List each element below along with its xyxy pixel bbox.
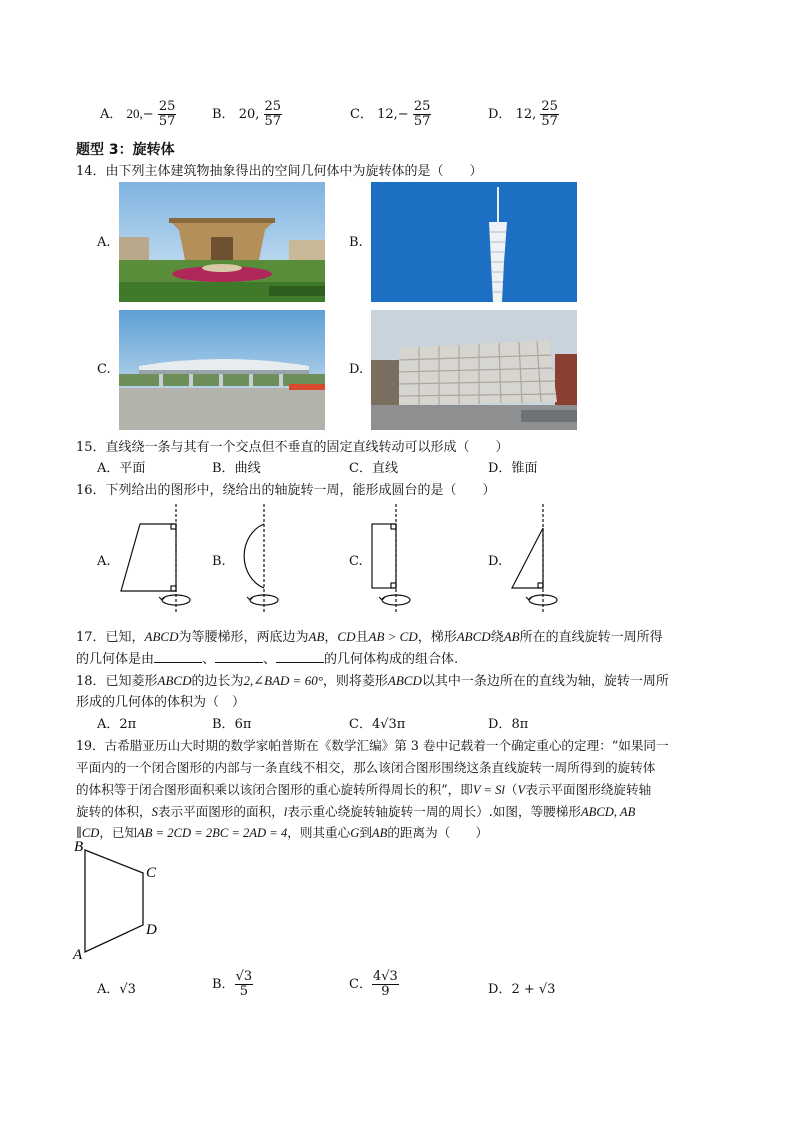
math-abcd: ABCD xyxy=(456,629,491,644)
section-title: 题型 3：旋转体 xyxy=(76,142,175,158)
answer-blank-1[interactable] xyxy=(154,650,202,663)
math-given: AB = 2CD = 2BC = 2AD = 4 xyxy=(137,826,288,840)
vertex-label-b: B xyxy=(74,839,84,855)
option-label: B． xyxy=(212,717,235,732)
q15-option-a[interactable] xyxy=(97,457,145,476)
option-label: A． xyxy=(97,717,120,732)
text: 18．已知菱形 xyxy=(76,674,158,689)
math-ab: AB xyxy=(503,629,520,644)
text: 的几何体构成的组合体. xyxy=(324,652,459,667)
denominator: 57 xyxy=(158,114,176,129)
math-ab: AB xyxy=(371,826,388,840)
denominator: 57 xyxy=(413,114,431,129)
q19-line1: 19．古希腊亚历山大时期的数学家帕普斯在《数学汇编》第 3 卷中记载着一个确定重心的定理：“如果同一 xyxy=(76,738,669,753)
q15-option-b[interactable] xyxy=(212,457,261,476)
q18-option-c[interactable] xyxy=(349,713,405,732)
q18-option-b[interactable] xyxy=(212,713,251,732)
minus-sign: − xyxy=(142,107,154,122)
option-label: A． xyxy=(97,461,120,476)
text: 的体积等于闭合图形面积乘以该闭合图形的重心旋转所得周长的积”，即 xyxy=(76,782,473,797)
q14-label-b: B. xyxy=(349,235,363,250)
text: 17．已知， xyxy=(76,630,145,645)
option-label: C． xyxy=(349,977,372,992)
q16-stem: 16．下列给出的图形中，绕给出的轴旋转一周，能形成圆台的是（ ） xyxy=(76,483,496,498)
vertex-label-c: C xyxy=(146,865,157,881)
text: 且 xyxy=(355,630,369,645)
text: 旋转的体积， xyxy=(76,804,152,819)
denominator: 5 xyxy=(239,984,248,999)
text: 、 xyxy=(263,652,277,667)
figure-b-semicircle[interactable] xyxy=(244,504,278,612)
option-label: C． xyxy=(349,461,372,476)
minus-sign: − xyxy=(397,107,409,122)
text: 以其中一条边所在的直线为轴，旋转一周所 xyxy=(421,674,669,689)
text: 表示平面图形绕旋转轴 xyxy=(525,782,652,797)
text: 的几何体是由 xyxy=(76,652,155,667)
q19-option-b[interactable] xyxy=(212,970,253,999)
text: （ xyxy=(504,782,518,797)
library-photo[interactable] xyxy=(371,310,577,430)
math-cd: CD xyxy=(81,826,100,840)
q16-label-b: B. xyxy=(212,554,226,569)
text: 绕 xyxy=(490,630,504,645)
q15-option-d[interactable] xyxy=(488,457,537,476)
text: 为等腰梯形，两底边为 xyxy=(178,630,309,645)
q16-label-d: D. xyxy=(488,554,503,569)
denominator: 57 xyxy=(541,114,558,129)
q19-option-a[interactable] xyxy=(97,978,136,997)
option-label: C． xyxy=(350,107,373,122)
q14-label-a: A. xyxy=(97,235,111,250)
option-label: C． xyxy=(349,717,372,732)
option-label: B． xyxy=(212,461,235,476)
text: 表示重心绕旋转轴旋转一周的周长）.如图，等腰梯形 xyxy=(287,804,581,819)
option-label: D． xyxy=(488,107,512,122)
option-label: B． xyxy=(212,107,235,122)
toll-station-photo[interactable] xyxy=(119,310,325,430)
text: 所在的直线旋转一周所得 xyxy=(519,630,663,645)
text: 表示平面图形的面积， xyxy=(157,804,284,819)
vertex-label-d: D xyxy=(146,922,157,938)
q17-line1 xyxy=(76,626,663,645)
math-abcd: ABCD xyxy=(387,673,422,688)
text: ，则其重心 xyxy=(287,825,351,840)
option-text: 4√3π xyxy=(371,717,406,732)
fraction xyxy=(413,100,432,129)
option-text: √3 xyxy=(119,982,136,997)
q13-option-b[interactable] xyxy=(212,100,282,129)
museum-photo[interactable] xyxy=(119,182,325,302)
fraction xyxy=(158,100,177,129)
math-inequality: AB > CD xyxy=(368,629,418,644)
numerator: 4√3 xyxy=(372,969,398,984)
q18-line2: 形成的几何体的体积为（ ） xyxy=(76,695,246,710)
text: ，则将菱形 xyxy=(322,674,388,689)
fraction xyxy=(264,100,283,129)
q17-line2 xyxy=(76,648,458,667)
q13-option-a[interactable] xyxy=(100,100,176,129)
option-text: 2π xyxy=(119,717,137,732)
option-label: D． xyxy=(488,717,512,732)
fraction xyxy=(235,970,254,999)
q19-line2: 平面内的一个闭合图形的内部与一条直线不相交，那么该闭合图形围绕这条直线旋转一周所得到的旋转体 xyxy=(76,760,656,775)
math-s: S xyxy=(151,805,158,819)
q19-option-c[interactable] xyxy=(349,970,399,999)
math-cd: CD xyxy=(337,629,356,644)
fraction xyxy=(372,970,399,999)
tower-photo[interactable] xyxy=(371,182,577,302)
option-label: D． xyxy=(488,982,512,997)
text: ，已知 xyxy=(99,825,138,840)
vertex-label-a: A xyxy=(73,947,83,963)
answer-blank-3[interactable] xyxy=(276,650,324,663)
q13-option-c[interactable] xyxy=(350,100,431,129)
q18-option-a[interactable] xyxy=(97,713,136,732)
option-label: B． xyxy=(212,977,235,992)
option-text: 直线 xyxy=(371,461,398,476)
q19-option-d[interactable] xyxy=(488,978,555,997)
q19-line3 xyxy=(76,779,651,798)
math-l: l xyxy=(283,805,288,819)
option-text: 锥面 xyxy=(511,461,538,476)
math-formula: V = Sl xyxy=(472,783,505,797)
q18-option-d[interactable] xyxy=(488,713,528,732)
option-text: 6π xyxy=(234,717,252,732)
q14-label-c: C. xyxy=(97,362,111,377)
numerator: 25 xyxy=(264,99,282,114)
text: 、 xyxy=(202,652,216,667)
option-text: 平面 xyxy=(119,461,146,476)
math-abcd: ABCD xyxy=(157,673,192,688)
math-ab: AB xyxy=(308,629,325,644)
q13-option-d[interactable] xyxy=(488,100,559,129)
option-value: 20, xyxy=(126,106,143,121)
option-text: 曲线 xyxy=(234,461,261,476)
math-abcd: ABCD xyxy=(144,629,179,644)
figure-d-triangle[interactable] xyxy=(512,504,557,612)
option-label: A． xyxy=(97,982,120,997)
numerator: 25 xyxy=(413,99,431,114)
math-abcd-ab: ABCD, AB xyxy=(580,805,636,819)
text: ，梯形 xyxy=(417,630,457,645)
q16-label-c: C. xyxy=(349,554,363,569)
option-value: 20, xyxy=(238,107,260,122)
denominator: 9 xyxy=(381,984,390,999)
text: 到 xyxy=(359,825,372,840)
answer-blank-2[interactable] xyxy=(215,650,263,663)
math-condition: 2,∠BAD = 60° xyxy=(243,673,323,688)
math-g: G xyxy=(350,826,360,840)
q18-line1 xyxy=(76,670,669,689)
numerator: √3 xyxy=(235,969,253,984)
text: 的距离为（ ） xyxy=(387,825,489,840)
text: 的边长为 xyxy=(191,674,244,689)
denominator: 57 xyxy=(264,114,282,129)
option-label: D． xyxy=(488,461,512,476)
parallel-symbol: ∥ xyxy=(76,825,82,840)
q14-stem: 14．由下列主体建筑物抽象得出的空间几何体中为旋转体的是（ ） xyxy=(76,164,483,179)
numerator: 25 xyxy=(158,99,176,114)
numerator: 25 xyxy=(541,99,558,114)
figure-a-trapezoid[interactable] xyxy=(121,504,190,612)
trapezoid-figure xyxy=(60,835,180,965)
option-label: A． xyxy=(100,107,123,122)
q16-label-a: A. xyxy=(97,554,111,569)
fraction xyxy=(540,100,559,129)
option-value: 12, xyxy=(377,107,398,122)
q15-stem: 15．直线绕一条与其有一个交点但不垂直的固定直线转动可以形成（ ） xyxy=(76,440,509,455)
figure-c-rectangle[interactable] xyxy=(372,504,410,612)
q14-label-d: D. xyxy=(349,362,364,377)
math-v: V xyxy=(517,783,526,797)
q19-line4 xyxy=(76,801,635,820)
text: ， xyxy=(324,630,338,645)
q15-option-c[interactable] xyxy=(349,457,398,476)
rotation-figures xyxy=(0,500,794,615)
option-text: 2 + √3 xyxy=(511,982,556,997)
option-value: 12, xyxy=(515,107,537,122)
option-text: 8π xyxy=(511,717,529,732)
